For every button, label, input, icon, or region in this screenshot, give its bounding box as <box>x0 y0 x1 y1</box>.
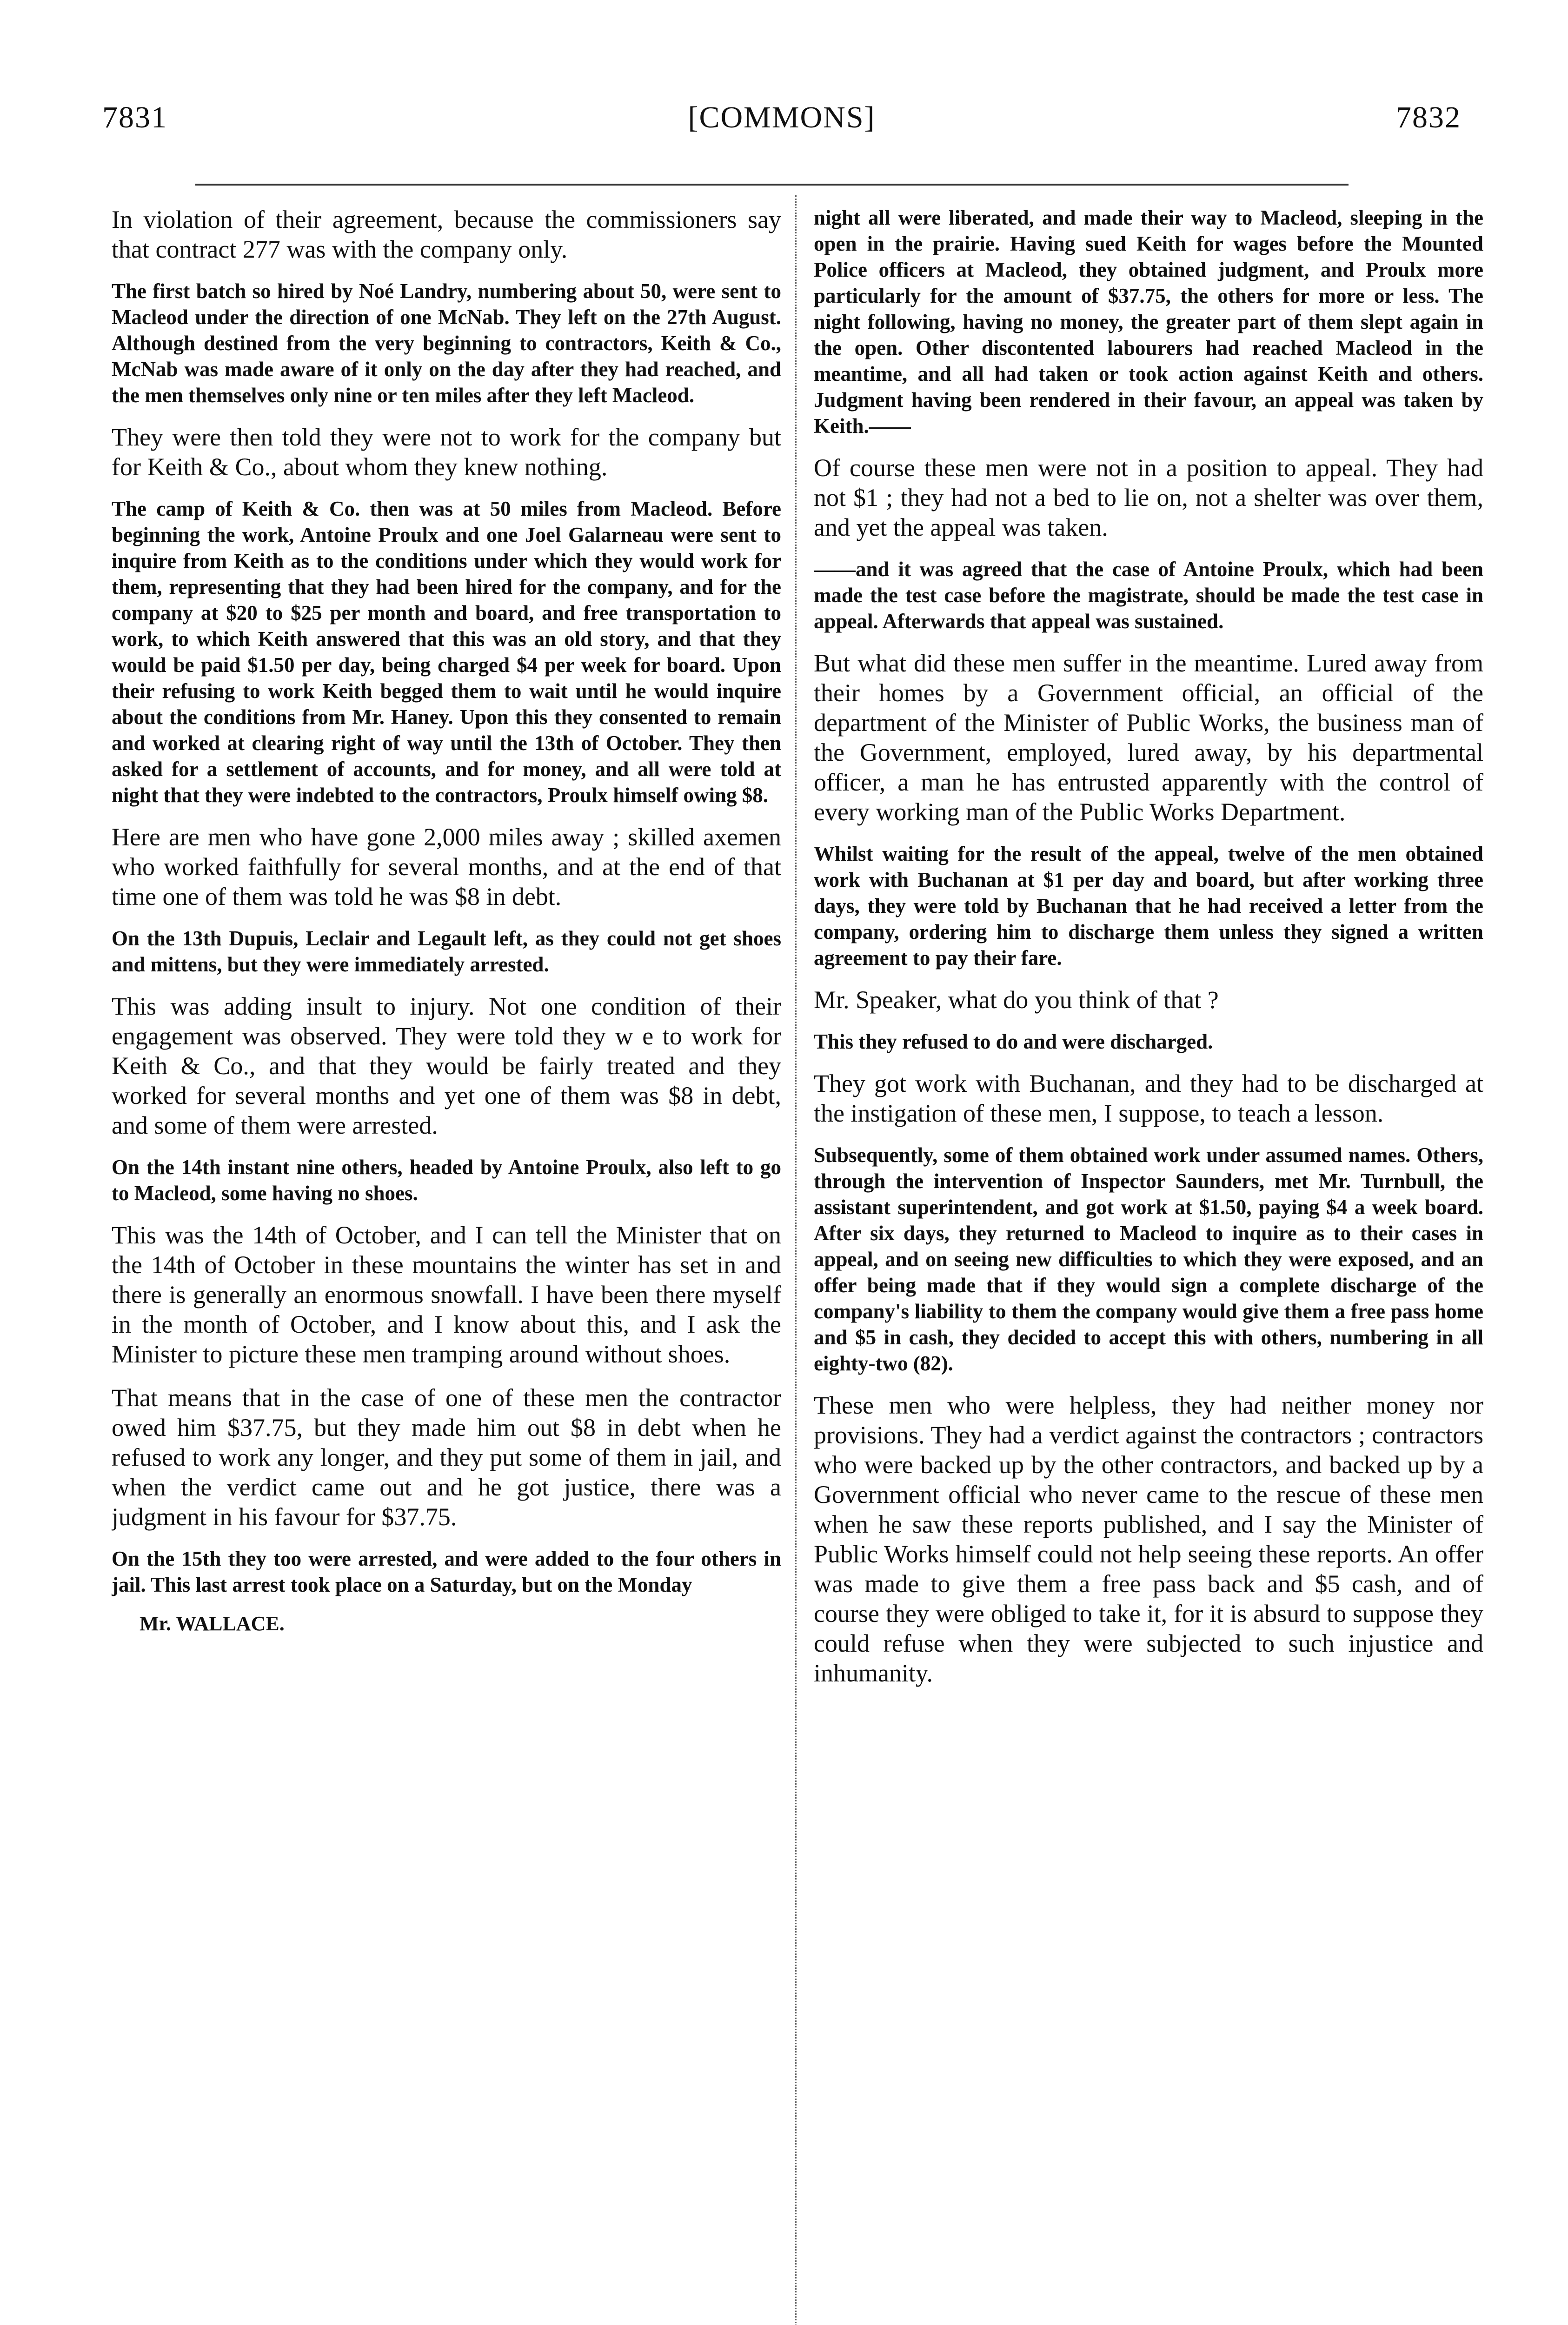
speech-paragraph: Here are men who have gone 2,000 miles away ; skilled axemen who worked faithfully for several months, and at the end of that time one of them was told he was $8 in debt. <box>112 823 781 910</box>
quoted-report-paragraph: The first batch so hired by Noé Landry, numbering about 50, were sent to Macleod under the direction of one McNab. They left on the 27th August. Although destined from the very beginning to contractors, Keith & Co., McNab was made aware of it only on the day after they had reached, and the men themselves only nine or ten miles after they left Macleod. <box>112 279 781 407</box>
right-column <box>814 205 1483 2325</box>
page-number-left: 7831 <box>102 100 167 134</box>
speech-paragraph: These men who were helpless, they had neither money nor provisions. They had a verdict against the contractors ; contractors who were backed up by the other contractors, and backed up by a Government official who never came to the rescue of these men when he saw these reports published, and I say the Minister of Public Works himself could not help seeing these reports. An offer was made to give them a free pass back and $5 cash, and of course they were obliged to take it, for it is absurd to suppose they could refuse when they were subjected to such injustice and inhumanity. <box>814 1391 1483 1687</box>
speech-paragraph: Of course these men were not in a position to appeal. They had not $1 ; they had not a bed to lie on, not a shelter was over them, and yet the appeal was taken. <box>814 454 1483 541</box>
left-column <box>112 205 781 2325</box>
quoted-report-paragraph: Subsequently, some of them obtained work under assumed names. Others, through the intervention of Inspector Saunders, met Mr. Turnbull, the assistant superintendent, and got work at $1.50, paying $4 a week board. After six days, they returned to Macleod to inquire as to their cases in appeal, and on seeing new difficulties to which they were exposed, and an offer being made that if they would sign a complete discharge of the company's liability to them the company would give them a free pass home and $5 in cash, they decided to accept this with others, numbering in all eighty-two (82). <box>814 1143 1483 1375</box>
speech-paragraph: Mr. Speaker, what do you think of that ? <box>814 986 1219 1014</box>
page-number-right: 7832 <box>1396 100 1461 134</box>
quoted-report-paragraph: Whilst waiting for the result of the appeal, twelve of the men obtained work with Buchanan at $1 per day and board, but after working three days, they were told by Buchanan that he had received a letter from the company, ordering him to discharge them unless they signed a written agreement to pay their fare. <box>814 842 1483 970</box>
header-rule <box>195 184 1349 186</box>
speech-paragraph: This was adding insult to injury. Not one condition of their engagement was observed. They were told they w e to work for Keith & Co., and that they would be fairly treated and they worked for several months and yet one of them was $8 in debt, and some of them were arrested. <box>112 992 781 1139</box>
quoted-report-paragraph: On the 15th they too were arrested, and were added to the four others in jail. This last arrest took place on a Saturday, but on the Monday <box>112 1547 781 1596</box>
header-title: [COMMONS] <box>688 100 876 134</box>
speech-paragraph: This was the 14th of October, and I can tell the Minister that on the 14th of October in these mountains the winter has set in and there is generally an enormous snowfall. I have been there myself in the month of October, and I know about this, and I ask the Minister to picture these men tramping around without shoes. <box>112 1221 781 1368</box>
speech-paragraph: They got work with Buchanan, and they had to be discharged at the instigation of these men, I suppose, to teach a lesson. <box>814 1070 1483 1127</box>
quoted-report-paragraph: ——and it was agreed that the case of Antoine Proulx, which had been made the test case before the magistrate, should be made the test case in appeal. Afterwards that appeal was sustained. <box>814 558 1483 633</box>
speech-paragraph: But what did these men suffer in the meantime. Lured away from their homes by a Government official, an official of the department of the Minister of Public Works, the business man of the Government, employed, lured away, by his departmental officer, a man he has entrusted apparently with the control of every working man of the Public Works Department. <box>814 649 1483 826</box>
quoted-report-paragraph: On the 13th Dupuis, Leclair and Legault left, as they could not get shoes and mittens, but they were immediately arrested. <box>112 927 781 976</box>
speech-paragraph: They were then told they were not to work for the company but for Keith & Co., about whom they knew nothing. <box>112 423 781 481</box>
page-header <box>102 100 1461 142</box>
speech-paragraph: That means that in the case of one of these men the contractor owed him $37.75, but they made him out $8 in debt when he refused to work any longer, and they put some of them in jail, and when the verdict came out and he got justice, there was a judgment in his favour for $37.75. <box>112 1384 781 1531</box>
speech-paragraph: In violation of their agreement, because the commissioners say that contract 277 was with the company only. <box>112 206 781 263</box>
quoted-report-paragraph: The camp of Keith & Co. then was at 50 miles from Macleod. Before beginning the work, Antoine Proulx and one Joel Galarneau were sent to inquire from Keith as to the conditions under which they would work for them, representing that they had been hired for the company, and for the company at $20 to $25 per month and board, and free transportation to work, to which Keith answered that this was an old story, and that they would be paid $1.50 per day, being charged $4 per week for board. Upon their refusing to work Keith begged them to wait until he would inquire about the conditions from Mr. Haney. Upon this they consented to remain and worked at clearing right of way until the 13th of October. They then asked for a settlement of accounts, and for money, and all were told at night that they were indebted to the contractors, Proulx himself owing $8. <box>112 497 781 807</box>
column-divider <box>795 195 797 2325</box>
quoted-report-paragraph: night all were liberated, and made their way to Macleod, sleeping in the open in the prairie. Having sued Keith for wages before the Mounted Police officers at Macleod, they obtained judgment, and Proulx more particularly for the amount of $37.75, the others for more or less. The night following, having no money, the greater part of them slept again in the open. Other discontented labourers had reached Macleod in the meantime, and all had taken or took action against Keith and others. Judgment having been rendered in their favour, an appeal was taken by Keith.—— <box>814 206 1483 438</box>
quoted-report-paragraph: This they refused to do and were discharged. <box>814 1030 1213 1053</box>
speaker-name: Mr. WALLACE. <box>140 1612 285 1635</box>
quoted-report-paragraph: On the 14th instant nine others, headed by Antoine Proulx, also left to go to Macleod, some having no shoes. <box>112 1156 781 1205</box>
